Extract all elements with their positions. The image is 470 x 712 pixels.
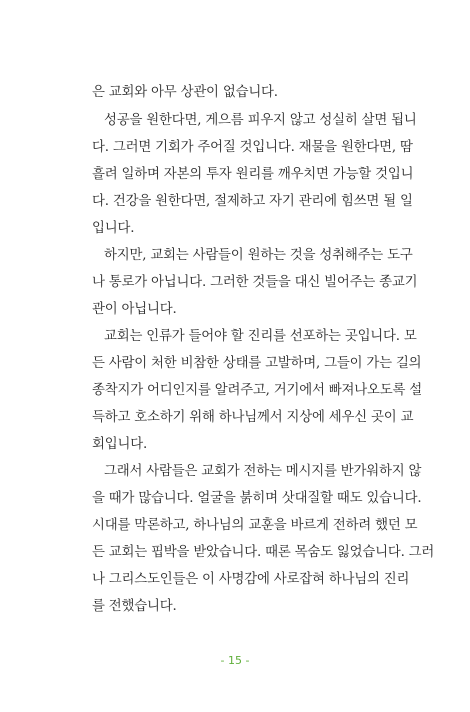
body-text-line: 은 교회와 아무 상관이 없습니다. xyxy=(92,85,278,100)
body-text-line: 성공을 원한다면, 게으름 피우지 않고 성실히 살면 됩니 xyxy=(104,113,417,128)
body-text-line: 나 그리스도인들은 이 사명감에 사로잡혀 하나님의 진리 xyxy=(92,572,410,587)
body-text-line: 회입니다. xyxy=(92,437,147,452)
body-text-line: 시대를 막론하고, 하나님의 교훈을 바르게 전하려 했던 모 xyxy=(92,518,418,533)
body-text-line: 을 때가 많습니다. 얼굴을 붉히며 삿대질할 때도 있습니다. xyxy=(92,491,422,506)
body-text-line: 든 교회는 핍박을 받았습니다. 때론 목숨도 잃었습니다. 그러 xyxy=(92,545,435,560)
body-text-line: 흘려 일하며 자본의 투자 원리를 깨우치면 가능할 것입니 xyxy=(92,167,414,182)
body-text-line: 다. 건강을 원한다면, 절제하고 자기 관리에 힘쓰면 될 일 xyxy=(92,194,413,209)
page-number: - 15 - xyxy=(220,654,250,667)
body-text-line: 다. 그러면 기회가 주어질 것입니다. 재물을 원한다면, 땀 xyxy=(92,140,413,155)
body-text-line: 교회는 인류가 들어야 할 진리를 선포하는 곳입니다. 모 xyxy=(104,329,417,344)
body-text-line: 그래서 사람들은 교회가 전하는 메시지를 반가워하지 않 xyxy=(104,464,422,479)
body-text-line: 종착지가 어디인지를 알려주고, 거기에서 빠져나오도록 설 xyxy=(92,383,422,398)
body-text-line: 관이 아닙니다. xyxy=(92,302,177,317)
body-text-line: 든 사람이 처한 비참한 상태를 고발하며, 그들이 가는 길의 xyxy=(92,356,422,371)
body-text-line: 입니다. xyxy=(92,221,135,236)
body-text-line: 득하고 호소하기 위해 하나님께서 지상에 세우신 곳이 교 xyxy=(92,410,414,425)
body-text-line: 하지만, 교회는 사람들이 원하는 것을 성취해주는 도구 xyxy=(104,248,413,263)
body-text-line: 나 통로가 아닙니다. 그러한 것들을 대신 빌어주는 종교기 xyxy=(92,275,418,290)
body-text-line: 를 전했습니다. xyxy=(92,599,177,614)
